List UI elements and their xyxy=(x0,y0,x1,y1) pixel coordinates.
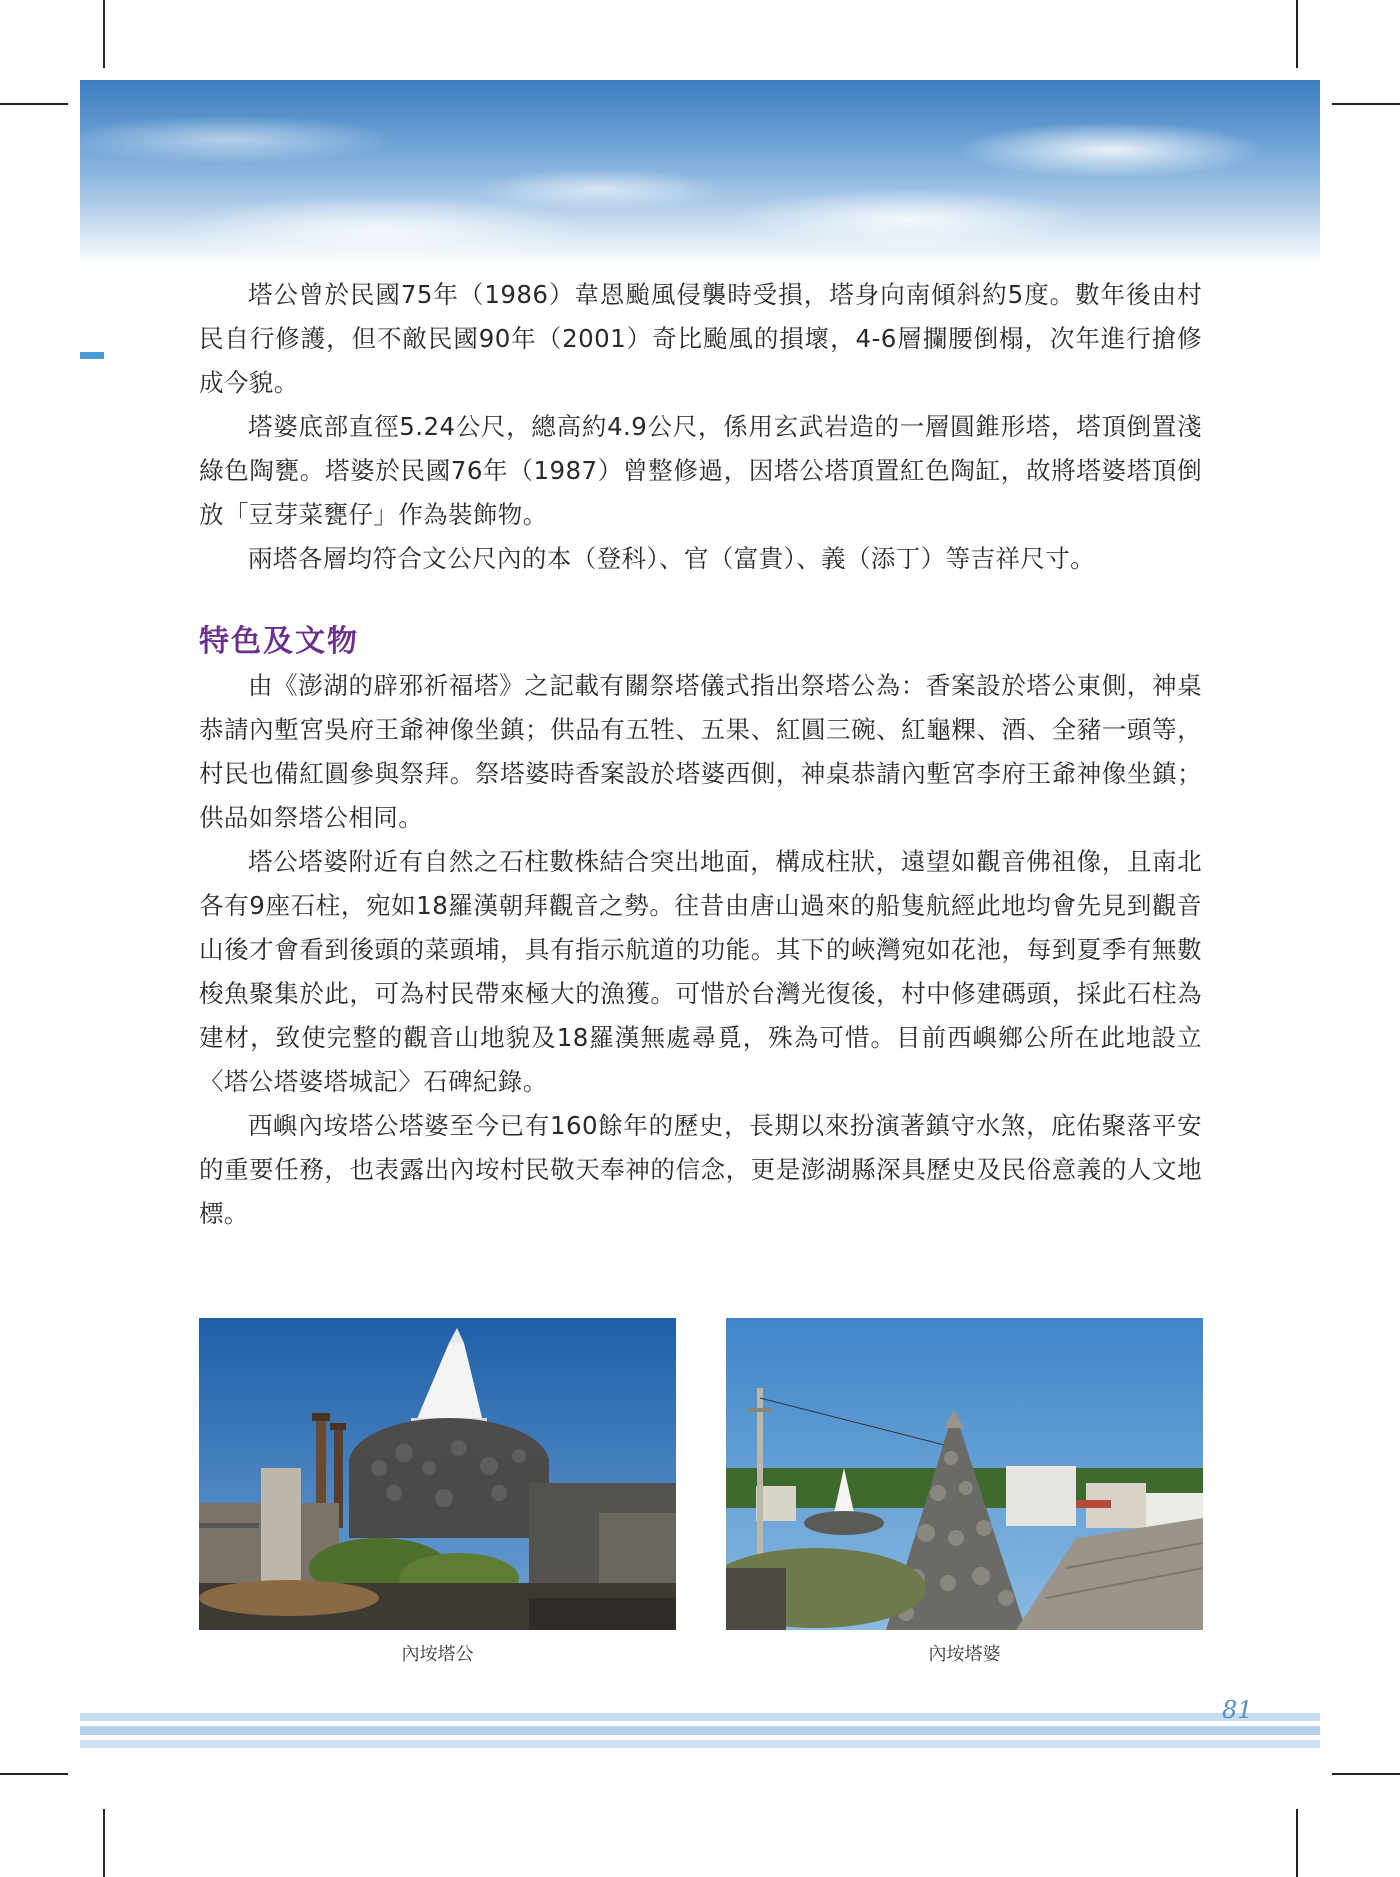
photo-caption: 內垵塔公 xyxy=(401,1644,474,1665)
paragraph: 塔公塔婆附近有自然之石柱數株結合突出地面，構成柱狀，遠望如觀音佛祖像，且南北各有9座石柱，宛如18羅漢朝拜觀音之勢。往昔由唐山過來的船隻航經此地均會先見到觀音山後才會看到後頭的菜頭埔，具有指示航道的功能。其下的峽灣宛如花池，每到夏季有無數梭魚聚集於此，可為村民帶來極大的漁獲。可惜於台灣光復後，村中修建碼頭，採此石柱為建材，致使完整的觀音山地貌及18羅漢無處尋覓，殊為可惜。目前西嶼鄉公所在此地設立〈塔公塔婆塔城記〉石碑紀錄。 xyxy=(199,847,1202,1096)
crop-mark-top-left-v xyxy=(103,0,105,68)
margin-accent-tick xyxy=(80,352,104,359)
section-heading: 特色及文物 xyxy=(199,624,359,659)
photo-caption: 內垵塔婆 xyxy=(928,1644,1001,1665)
crop-mark-top-left-h xyxy=(0,103,68,105)
photo-tagong xyxy=(199,1318,676,1630)
header-sky-banner xyxy=(80,80,1320,265)
crop-mark-bottom-left-h xyxy=(0,1773,68,1775)
photo-tagong-illustration xyxy=(199,1318,676,1630)
paragraph: 塔公曾於民國75年（1986）韋恩颱風侵襲時受損，塔身向南傾斜約5度。數年後由村民自行修護，但不敵民國90年（2001）奇比颱風的損壞，4-6層攔腰倒榻，次年進行搶修成今貌。 xyxy=(199,280,1202,397)
crop-mark-bottom-right-h xyxy=(1332,1773,1400,1775)
paragraph: 西嶼內垵塔公塔婆至今已有160餘年的歷史，長期以來扮演著鎮守水煞，庇佑聚落平安的重要任務，也表露出內垵村民敬天奉神的信念，更是澎湖縣深具歷史及民俗意義的人文地標。 xyxy=(199,1111,1202,1228)
intro-text-block xyxy=(199,273,1202,581)
footer-stripe xyxy=(80,1713,1320,1721)
crop-mark-top-right-v xyxy=(1296,0,1298,68)
paragraph: 兩塔各層均符合文公尺內的本（登科）、官（富貴）、義（添丁）等吉祥尺寸。 xyxy=(248,544,1095,573)
crop-mark-bottom-left-v xyxy=(103,1809,105,1877)
photo-tapo xyxy=(726,1318,1203,1630)
footer-stripe xyxy=(80,1740,1320,1748)
photo-tapo-illustration xyxy=(726,1318,1203,1630)
paragraph: 由《澎湖的辟邪祈福塔》之記載有關祭塔儀式指出祭塔公為：香案設於塔公東側，神桌恭請內塹宮吳府王爺神像坐鎮；供品有五牲、五果、紅圓三碗、紅龜粿、酒、全豬一頭等，村民也備紅圓參與祭拜。祭塔婆時香案設於塔婆西側，神桌恭請內塹宮李府王爺神像坐鎮；供品如祭塔公相同。 xyxy=(199,671,1202,832)
section-text-block xyxy=(199,664,1202,1236)
footer-stripe xyxy=(80,1726,1320,1735)
crop-mark-bottom-right-v xyxy=(1296,1809,1298,1877)
crop-mark-top-right-h xyxy=(1332,103,1400,105)
paragraph: 塔婆底部直徑5.24公尺，總高約4.9公尺，係用玄武岩造的一層圓錐形塔，塔頂倒置淺綠色陶甕。塔婆於民國76年（1987）曾整修過，因塔公塔頂置紅色陶缸，故將塔婆塔頂倒放「豆芽菜甕仔」作為裝飾物。 xyxy=(199,412,1202,529)
page-number: 81 xyxy=(1222,1696,1253,1724)
